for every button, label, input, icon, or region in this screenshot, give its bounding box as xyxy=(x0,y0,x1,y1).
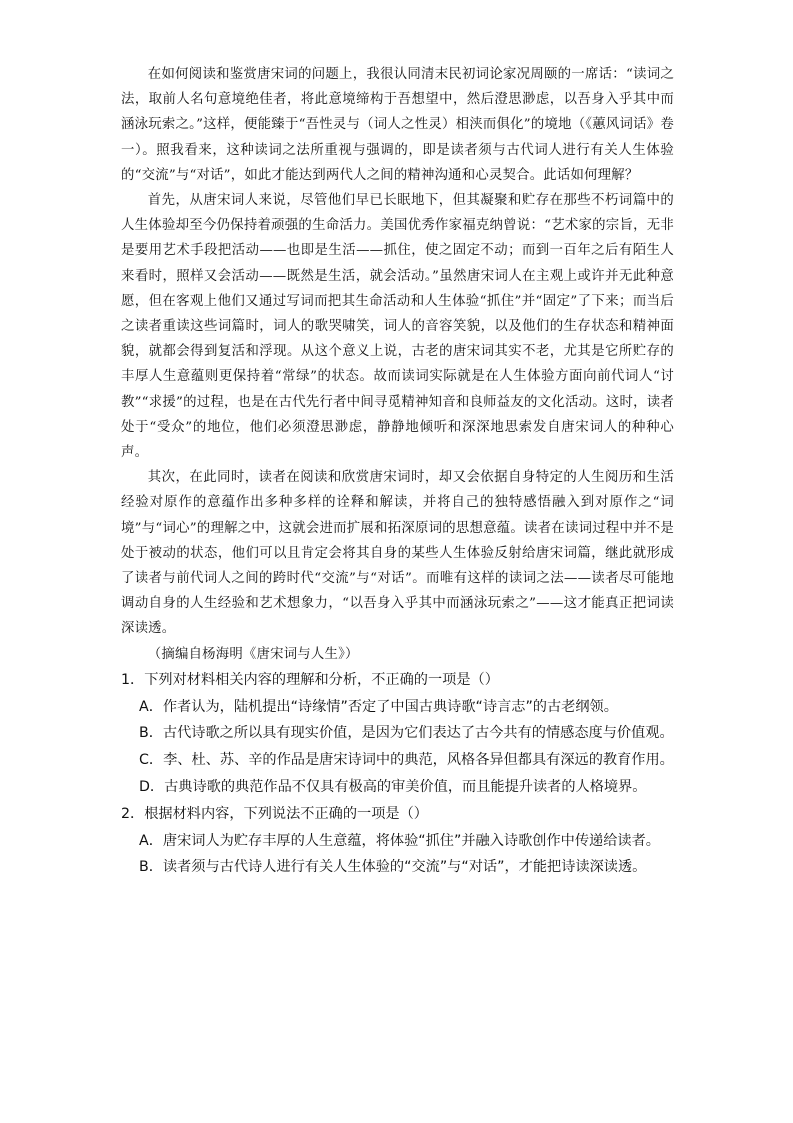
question-list xyxy=(121,667,674,881)
passage-paragraph: 首先，从唐宋词人来说，尽管他们早已长眠地下，但其凝聚和贮存在那些不朽词篇中的人生体验却至今仍保持着顽强的生命活力。美国优秀作家福克纳曾说：“艺术家的宗旨，无非是要用艺术手段把活动——也即是生活——抓住，使之固定不动；而到一百年之后有陌生人来看时，照样又会活动——既然是生活，就会活动。”虽然唐宋词人在主观上或许并无此种意愿，但在客观上他们又通过写词而把其生命活动和人生体验“抓住”并“固定”了下来；而当后之读者重读这些词篇时，词人的歌哭啸笑，词人的音容笑貌，以及他们的生存状态和精神面貌，就都会得到复活和浮现。从这个意义上说，古老的唐宋词其实不老，尤其是它所贮存的丰厚人生意蕴则更保持着“常绿”的状态。故而读词实际就是在人生体验方面向前代词人“讨教”“求援”的过程，也是在古代先行者中间寻觅精神知音和良师益友的文化活动。这时，读者处于“受众”的地位，他们必须澄思渺虑，静静地倾听和深深地思索发自唐宋词人的种种心声。 xyxy=(121,193,674,461)
document-page xyxy=(121,62,674,881)
option-d: D．古典诗歌的典范作品不仅具有极高的审美价值，而且能提升读者的人格境界。 xyxy=(139,779,647,796)
reading-passage xyxy=(121,62,674,667)
option-c: C．李、杜、苏、辛的作品是唐宋诗词中的典范，风格各异但都具有深远的教育作用。 xyxy=(139,752,674,769)
passage-source: （摘编自杨海明《唐宋词与人生》） xyxy=(147,646,359,662)
passage-paragraph: 其次，在此同时，读者在阅读和欣赏唐宋词时，却又会依据自身特定的人生阅历和生活经验对原作的意蕴作出多种多样的诠释和解读，并将自己的独特感悟融入到对原作之“词境”与“词心”的理解之中，这就会进而扩展和拓深原词的思想意蕴。读者在读词过程中并不是处于被动的状态，他们可以且肯定会将其自身的某些人生体验反射给唐宋词篇，继此就形成了读者与前代词人之间的跨时代“交流”与“对话”。而唯有这样的读词之法——读者尽可能地调动自身的人生经验和艺术想象力，“以吾身入乎其中而涵泳玩索之”——这才能真正把词读深读透。 xyxy=(121,470,674,637)
question-item xyxy=(121,801,674,881)
option-a: A．唐宋词人为贮存丰厚的人生意蕴，将体验“抓住”并融入诗歌创作中传递给读者。 xyxy=(139,832,660,849)
question-item xyxy=(121,667,674,801)
question-stem: 2．根据材料内容，下列说法不正确的一项是（） xyxy=(121,805,428,822)
question-stem: 1．下列对材料相关内容的理解和分析，不正确的一项是（） xyxy=(121,671,499,688)
option-a: A．作者认为，陆机提出“诗缘情”否定了中国古典诗歌“诗言志”的古老纲领。 xyxy=(139,698,618,715)
option-b: B．古代诗歌之所以具有现实价值，是因为它们表达了古今共有的情感态度与价值观。 xyxy=(139,725,674,742)
option-b: B．读者须与古代诗人进行有关人生体验的“交流”与“对话”，才能把诗读深读透。 xyxy=(139,859,647,876)
passage-paragraph: 在如何阅读和鉴赏唐宋词的问题上，我很认同清末民初词论家况周颐的一席话：“读词之法，取前人名句意境绝佳者，将此意境缔构于吾想望中，然后澄思渺虑，以吾身入乎其中而涵泳玩索之。”这样，便能臻于“吾性灵与（词人之性灵）相浃而俱化”的境地（《蕙风词话》卷一）。照我看来，这种读词之法所重视与强调的，即是读者须与古代词人进行有关人生体验的“交流”与“对话”，如此才能达到两代人之间的精神沟通和心灵契合。此话如何理解？ xyxy=(121,67,674,183)
